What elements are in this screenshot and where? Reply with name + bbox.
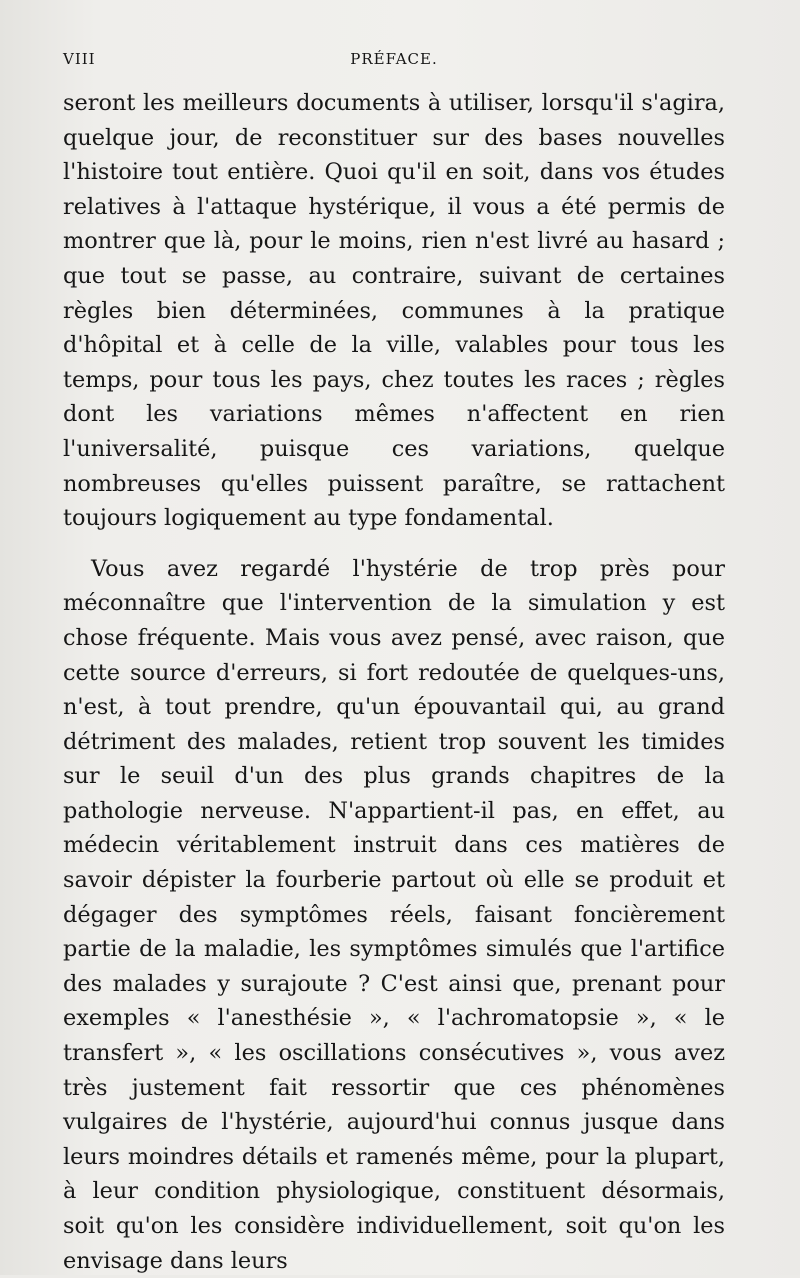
- running-title: PRÉFACE.: [350, 50, 438, 68]
- paragraph-simulation: Vous avez regardé l'hystérie de trop près pour méconnaître que l'intervention de la simulation y est chose fréquente. Mais vous avez pensé, avec raison, que cette source d'erreurs, si fort redoutée de quelques-uns, n'est, à tout prendre, qu'un épouvantail qui, au grand détriment des malades, retient trop souvent les timides sur le seuil d'un des plus grands chapitres de la pathologie nerveuse. N'appartient-il pas, en effet, au médecin véritablement instruit dans ces matières de savoir dépister la fourberie partout où elle se produit et dégager des symptômes réels, faisant foncièrement partie de la maladie, les symptômes simulés que l'artifice des malades y surajoute ? C'est ainsi que, prenant pour exemples « l'anesthésie », « l'achromatopsie », « le transfert », « les oscillations consécutives », vous avez très justement fait ressortir que ces phénomènes vulgaires de l'hystérie, aujourd'hui connus jusque dans leurs moindres détails et ramenés même, pour la plupart, à leur condition physiologique, constituent désormais, soit qu'on les considère individuellement, soit qu'on les envisage dans leurs: [63, 555, 725, 1274]
- body-text: [63, 86, 725, 1278]
- paragraph-continuation: seront les meilleurs documents à utiliser, lorsqu'il s'agira, quelque jour, de reconstituer sur des bases nouvelles l'histoire tout entière. Quoi qu'il en soit, dans vos études relatives à l'attaque hystérique, il vous a été permis de montrer que là, pour le moins, rien n'est livré au hasard ; que tout se passe, au contraire, suivant de certaines règles bien déterminées, communes à la pratique d'hôpital et à celle de la ville, valables pour tous les temps, pour tous les pays, chez toutes les races ; règles dont les variations mêmes n'affectent en rien l'universalité, puisque ces variations, quelque nombreuses qu'elles puissent paraître, se rattachent toujours logiquement au type fondamental.: [63, 90, 725, 532]
- page-header: [63, 50, 725, 74]
- page-number: VIII: [63, 50, 96, 68]
